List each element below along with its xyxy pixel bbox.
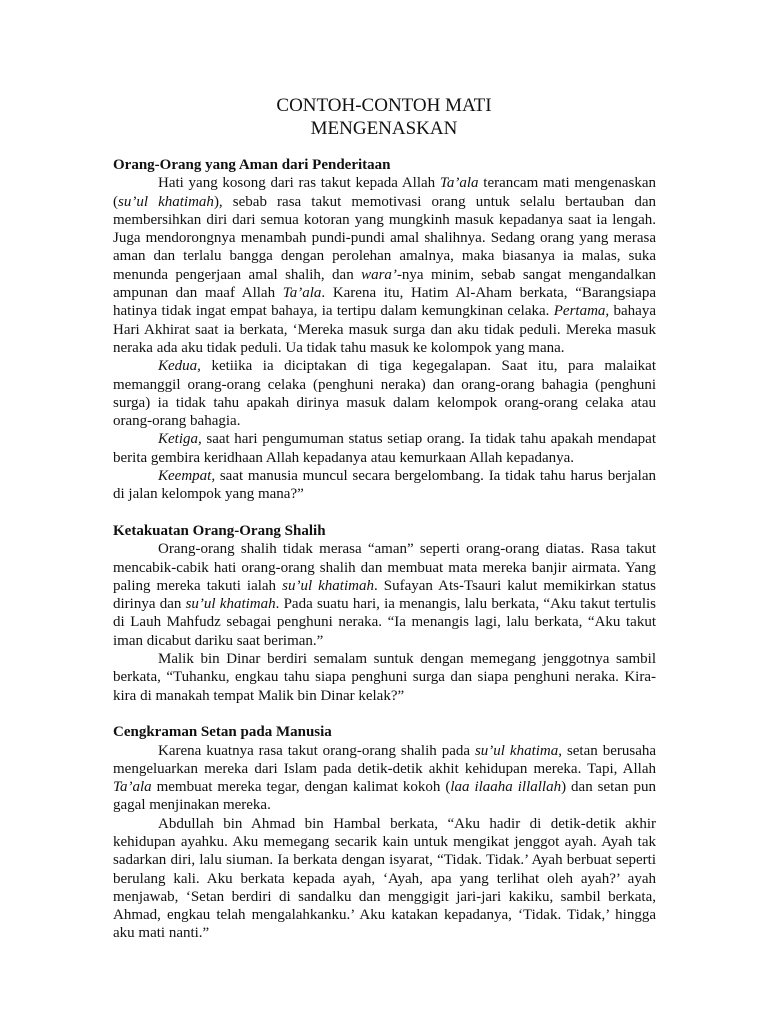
italic-term: Keempat, [158,468,216,485]
italic-term: su’ul khatimah [282,577,374,594]
title-line-2: MENGENASKAN [310,118,458,139]
section-heading: Orang-Orang yang Aman dari Penderitaan [113,157,391,173]
text: Hati yang kosong dari ras takut kepada Allah [158,175,440,192]
paragraph [113,174,656,357]
text: . Pada suatu hari, ia menangis, lalu berkata, “Aku takut tertulis di Lauh Mahfudz sebagai penghuni neraka. “Ia menangis lagi, lalu berkata, “Aku takut iman dicabut dariku saat beriman.” [113,596,656,649]
text: Karena kuatnya rasa takut orang-orang shalih pada [158,742,475,759]
paragraph [113,650,656,705]
paragraph [113,357,656,430]
title-line-1: CONTOH-CONTOH MATI [276,95,492,116]
italic-term: wara’ [361,266,397,283]
section-spacer [113,504,656,522]
italic-term: su’ul khatimah [185,596,276,613]
text: saat hari pengumuman status setiap orang. Ia tidak tahu apakah mendapat berita gembira keridhaan Allah kepadanya atau kemurkaan Allah kepadanya. [113,431,656,466]
section-heading: Ketakuatan Orang-Orang Shalih [113,522,326,539]
document-body [113,156,656,943]
text: ketiika ia diciptakan di tiga kegegalapan. Saat itu, para malaikat memanggil orang-orang celaka (penghuni neraka) dan orang-orang bahagia (penghuni surga) ia tidak tahu apakah dirinya masuk dalam kelompok orang-orang celaka atau orang-orang bahagia. [113,358,656,430]
text: . Sufayan Ats-Tsauri kalut memikirkan status dirinya dan [113,577,657,613]
text: Orang-orang shalih tidak merasa “aman” seperti orang-orang diatas. Rasa takut mencabik-cabik hati orang-orang shalih dan membuat mata mereka banjir airmata. Yang paling mereka takuti ialah [113,541,656,594]
section-heading: Cengkraman Setan pada Manusia [113,724,332,741]
paragraph [113,540,656,650]
text: ) dan setan pun gagal menjinakan mereka. [113,779,656,814]
document-title [0,94,768,140]
italic-term: laa ilaaha illallah [450,779,562,796]
italic-term: Pertama, [553,303,610,320]
paragraph [113,815,656,943]
italic-term: su’ul khatimah [118,193,214,210]
italic-term: Kedua, [158,358,201,375]
text: saat manusia muncul secara bergelombang. Ia tidak tahu harus berjalan di jalan kelompok yang mana?” [113,468,656,503]
text: ), sebab rasa takut memotivasi orang untuk selalu bertauban dan membersihkan diri dari semua kotoran yang mungkinh masuk kepadanya saat ia lengah. Juga mendorongnya menambah pundi-pundi amal shalihnya. Sedang orang yang merasa aman dan terlalu bangga dengan perolehan amalnya, maka biasanya ia malas, suka menunda pengerjaan amal shalih, dan [113,193,656,283]
text: Malik bin Dinar berdiri semalam suntuk dengan memegang jenggotnya sambil berkata, “Tuhanku, engkau tahu siapa penghuni surga dan siapa penghuni neraka. Kira-kira di manakah tempat Malik bin Dinar kelak?” [113,651,656,704]
text: . Karena itu, Hatim Al-Aham berkata, “Barangsiapa hatinya tidak ingat empat bahaya, ia tertipu dalam kemungkinan celaka. [113,285,656,320]
text: -nya minim, sebab sangat mengandalkan ampunan dan maaf Allah [113,266,656,302]
italic-term: Ta’ala [282,285,322,302]
italic-term: Ta’ala [113,779,152,796]
text: terancam mati mengenaskan ( [113,175,656,210]
text: bahaya Hari Akhirat saat ia berkata, ‘Mereka masuk surga dan aku tidak peduli. Mereka masuk neraka ada aku tidak peduli. Ua tidak tahu masuk ke kolompok yang mana. [113,303,656,356]
paragraph [113,430,656,467]
section-spacer [113,705,656,723]
italic-term: Ketiga, [158,431,202,448]
text: , setan berusaha mengeluarkan mereka dari Islam pada detik-detik akhit kehidupan mereka. Tapi, Allah [113,742,657,777]
paragraph [113,467,656,504]
italic-term: Ta’ala [439,175,479,192]
paragraph [113,742,656,815]
italic-term: su’ul khatima [474,742,559,759]
text: membuat mereka tegar, dengan kalimat kokoh ( [151,779,451,796]
text: Abdullah bin Ahmad bin Hambal berkata, “Aku hadir di detik-detik akhir kehidupan ayahku. Aku memegang secarik kain untuk mengikat jenggot ayah. Ayah tak sadarkan diri, lalu siuman. Ia berkata dengan isyarat, “Tidak. Tidak.’ Ayah berbuat seperti berulang kali. Aku berkata kepada ayah, ‘Ayah, apa yang terlihat oleh ayah?’ ayah menjawab, ‘Setan berdiri di sandalku dan menggigit jari-jari kakiku, sambil berkata, Ahmad, engkau telah mengalahkanku.’ Aku katakan kepadanya, ‘Tidak. Tidak,’ hingga aku mati nanti.” [113,815,656,942]
